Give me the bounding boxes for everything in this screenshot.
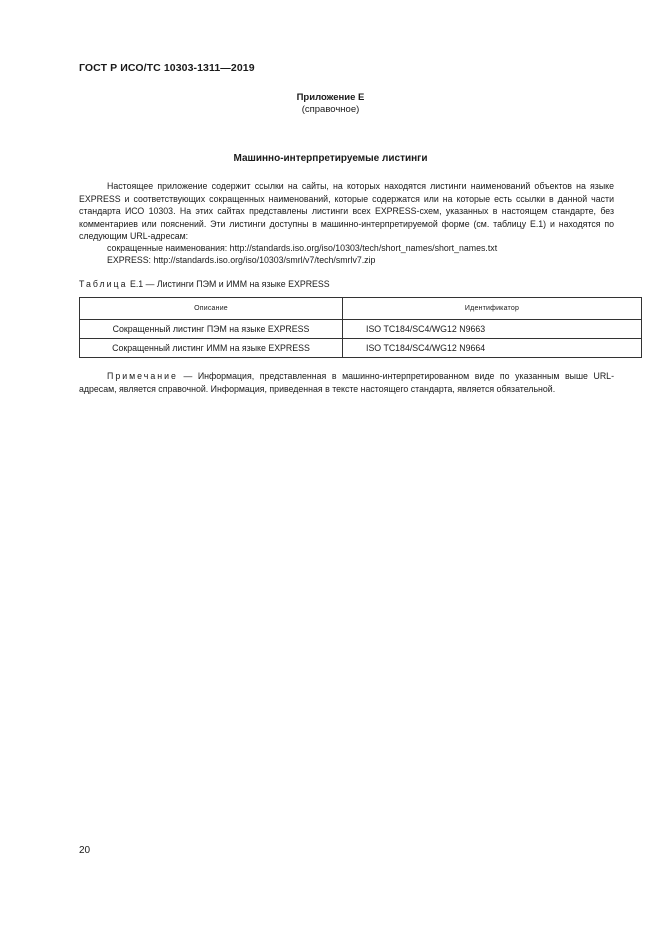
annex-subtitle: (справочное) <box>301 104 360 115</box>
table-cell-identifier: ISO TC184/SC4/WG12 N9664 <box>343 339 642 358</box>
table-header-identifier: Идентификатор <box>343 298 642 320</box>
listings-table <box>79 297 642 358</box>
table-cell-description: Сокращенный листинг ИММ на языке EXPRESS <box>80 339 343 358</box>
standard-header: ГОСТ Р ИСО/ТС 10303-1311—2019 <box>79 62 255 74</box>
note-label: Примечание <box>107 371 178 381</box>
table-cell-description: Сокращенный листинг ПЭМ на языке EXPRESS <box>80 320 343 339</box>
table-caption-text: Е.1 — Листинги ПЭМ и ИММ на языке EXPRESS <box>129 279 330 289</box>
url-short-names: сокращенные наименования: http://standards.iso.org/iso/10303/tech/short_names/short_names.txt <box>107 243 498 253</box>
table-cell-identifier: ISO TC184/SC4/WG12 N9663 <box>343 320 642 339</box>
page-number: 20 <box>79 845 91 856</box>
note-text: — Информация, представленная в машинно-интерпретированном виде по указанным выше URL-адресам, является справочной. Информация, приведенная в тексте настоящего стандарта, является обязательной. <box>79 371 614 394</box>
url-express: EXPRESS: http://standards.iso.org/iso/10303/smrl/v7/tech/smrlv7.zip <box>107 255 376 265</box>
table-row <box>80 339 642 358</box>
table-caption-label: Таблица <box>79 279 128 289</box>
note-paragraph <box>79 370 614 395</box>
table-header-row <box>80 298 642 320</box>
table-header-description: Описание <box>80 298 343 320</box>
intro-paragraph: Настоящее приложение содержит ссылки на сайты, на которых находятся листинги наименований объектов на языке EXPRESS и соответствующих сокращенных наименований, которые содержатся или на которые есть ссылки в данной части стандарта ИСО 10303. На этих сайтах представлены листинги всех EXPRESS-схем, указанных в настоящем стандарте, без комментариев или пояснений. Эти листинги доступны в машинно-интерпретируемой форме (см. таблицу Е.1) и находятся по следующим URL-адресам: <box>79 181 614 242</box>
table-caption <box>79 279 330 289</box>
table-row <box>80 320 642 339</box>
section-title: Машинно-интерпретируемые листинги <box>233 153 428 164</box>
annex-title: Приложение Е <box>296 92 365 103</box>
